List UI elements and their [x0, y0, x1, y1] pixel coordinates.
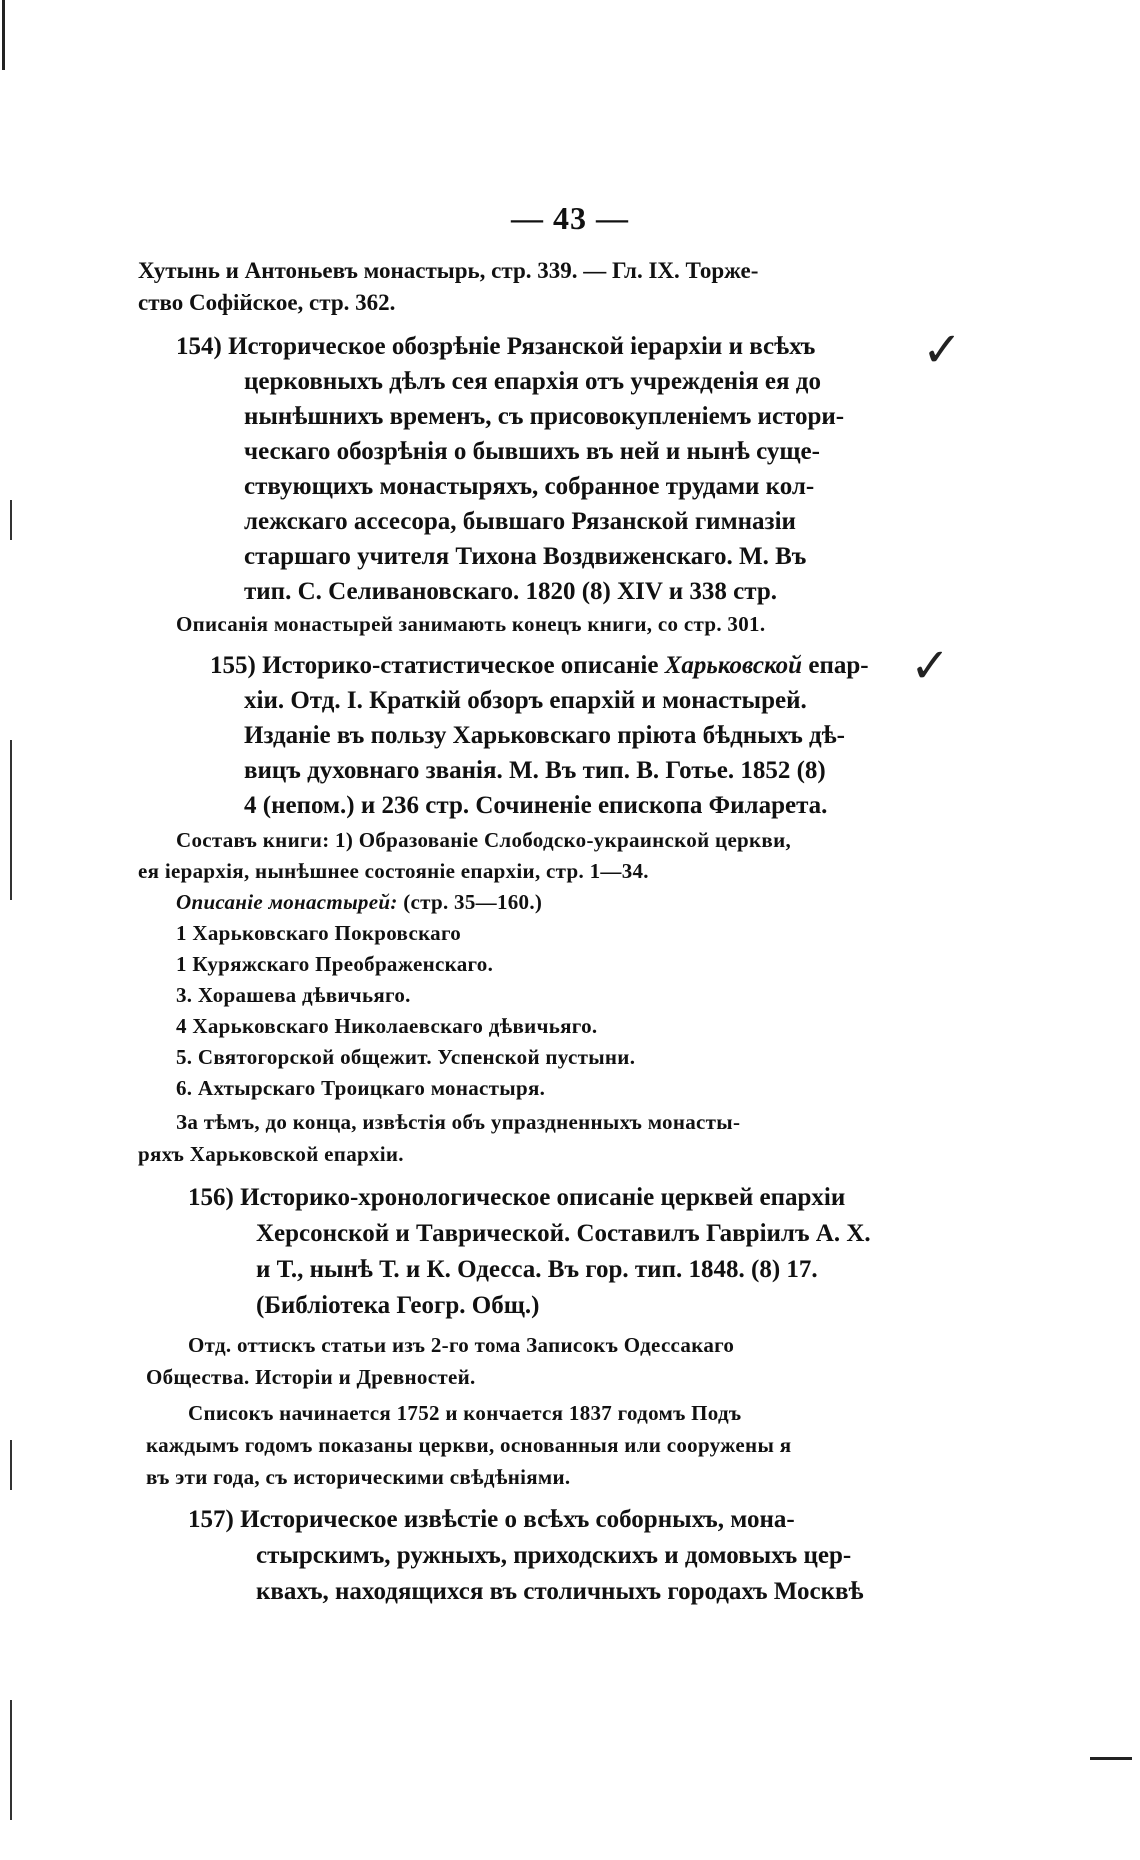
entry-156-line: и Т., нынѣ Т. и К. Одесса. Въ гор. тип. 1848. (8) 17.: [256, 1256, 818, 1283]
entry-155-line: [210, 652, 869, 680]
contents-label-italic: Описаніе монастырей:: [176, 890, 398, 914]
monastery-list-item: 1 Харьковскаго Покровскаго: [176, 921, 462, 945]
monastery-list-item: 3. Хорашева дѣвичьяго.: [176, 983, 411, 1007]
entry-156-note: каждымъ годомъ показаны церкви, основанныя или сооружены я: [146, 1433, 792, 1457]
monastery-list-item: 5. Святогорской общежит. Успенской пустыни.: [176, 1045, 636, 1069]
left-margin-rule: [2, 0, 5, 70]
entry-157-line: стырскимъ, ружныхъ, приходскихъ и домовыхъ цер-: [256, 1542, 852, 1569]
entry-155-line: хіи. Отд. I. Краткій обзоръ епархій и монастырей.: [244, 687, 807, 714]
entry-155-note: ея іерархія, нынѣшнее состояніе епархіи, стр. 1—34.: [138, 859, 649, 883]
entry-154-line: 154) Историческое обозрѣніе Рязанской іерархіи и всѣхъ: [176, 333, 816, 360]
entry-154-line: церковныхъ дѣлъ сея епархія отъ учрежденія ея до: [244, 368, 821, 395]
contents-range: (стр. 35—160.): [397, 890, 543, 914]
pencil-check-mark-icon: ✓: [910, 638, 951, 694]
margin-tick: [10, 1440, 12, 1490]
entry-154-line: ствующихъ монастыряхъ, собранное трудами кол-: [244, 473, 815, 500]
margin-tick: [10, 1700, 12, 1820]
entry-154-note: Описанія монастырей занимають конецъ книги, со стр. 301.: [176, 612, 766, 636]
page-number: — 43 —: [511, 200, 629, 236]
margin-dash-mark: [1090, 1757, 1132, 1760]
entry-156-line: 156) Историко-хронологическое описаніе церквей епархіи: [188, 1184, 846, 1211]
entry-155-title-start: 155) Историко-статистическое описаніе: [210, 652, 665, 679]
entry-155-tail: За тѣмъ, до конца, извѣстія объ упраздненныхъ монасты-: [176, 1110, 741, 1134]
entry-156-note: въ эти года, съ историческими свѣдѣніями.: [146, 1465, 571, 1489]
entry-155-tail: ряхъ Харьковской епархіи.: [138, 1142, 404, 1166]
entry-156-line: Херсонской и Таврической. Составилъ Гавріилъ А. Х.: [256, 1220, 871, 1247]
entry-156-line: (Библіотека Геогр. Общ.): [256, 1292, 540, 1319]
margin-tick: [10, 500, 12, 540]
entry-154-line: лежскаго ассесора, бывшаго Рязанской гимназіи: [244, 508, 796, 535]
entry-156-note: Общества. Исторіи и Древностей.: [146, 1365, 476, 1389]
continuation-line-1: Хутынь и Антоньевъ монастырь, стр. 339. — Гл. IX. Торже-: [138, 258, 759, 283]
entry-155-line: 4 (непом.) и 236 стр. Сочиненіе епископа Филарета.: [244, 792, 828, 819]
monastery-list-item: 6. Ахтырскаго Троицкаго монастыря.: [176, 1076, 546, 1100]
entry-155-line: вицъ духовнаго званія. М. Въ тип. В. Готье. 1852 (8): [244, 757, 826, 784]
continuation-line-2: ство Софійское, стр. 362.: [138, 290, 396, 315]
entry-155-line: Изданіе въ пользу Харьковскаго пріюта бѣдныхъ дѣ-: [244, 722, 846, 749]
entry-157-line: квахъ, находящихся въ столичныхъ городахъ Москвѣ: [256, 1578, 864, 1605]
entry-155-title-italic: Харьковской: [664, 652, 803, 679]
entry-156-note: Списокъ начинается 1752 и кончается 1837 годомъ Подъ: [188, 1401, 742, 1425]
entry-154-line: ческаго обозрѣнія о бывшихъ въ ней и нынѣ суще-: [244, 438, 820, 465]
entry-155-title-end: епар-: [802, 652, 869, 679]
pencil-check-mark-icon: ✓: [922, 322, 963, 378]
entry-154-line: тип. С. Селивановскаго. 1820 (8) XIV и 338 стр.: [244, 578, 777, 605]
monastery-list-item: 1 Куряжскаго Преображенскаго.: [176, 952, 494, 976]
entry-155-contents-heading: [176, 890, 542, 915]
entry-154-line: нынѣшнихъ временъ, съ присовокупленіемъ истори-: [244, 403, 845, 430]
monastery-list-item: 4 Харьковскаго Николаевскаго дѣвичьяго.: [176, 1014, 598, 1038]
entry-155-note: Составъ книги: 1) Образованіе Слободско-украинской церкви,: [176, 828, 792, 852]
entry-154-line: старшаго учителя Тихона Воздвиженскаго. М. Въ: [244, 543, 807, 570]
entry-157-line: 157) Историческое извѣстіе о всѣхъ соборныхъ, мона-: [188, 1506, 795, 1533]
entry-156-note: Отд. оттискъ статьи изъ 2-го тома Записокъ Одессакаго: [188, 1333, 735, 1357]
margin-tick: [10, 740, 12, 900]
